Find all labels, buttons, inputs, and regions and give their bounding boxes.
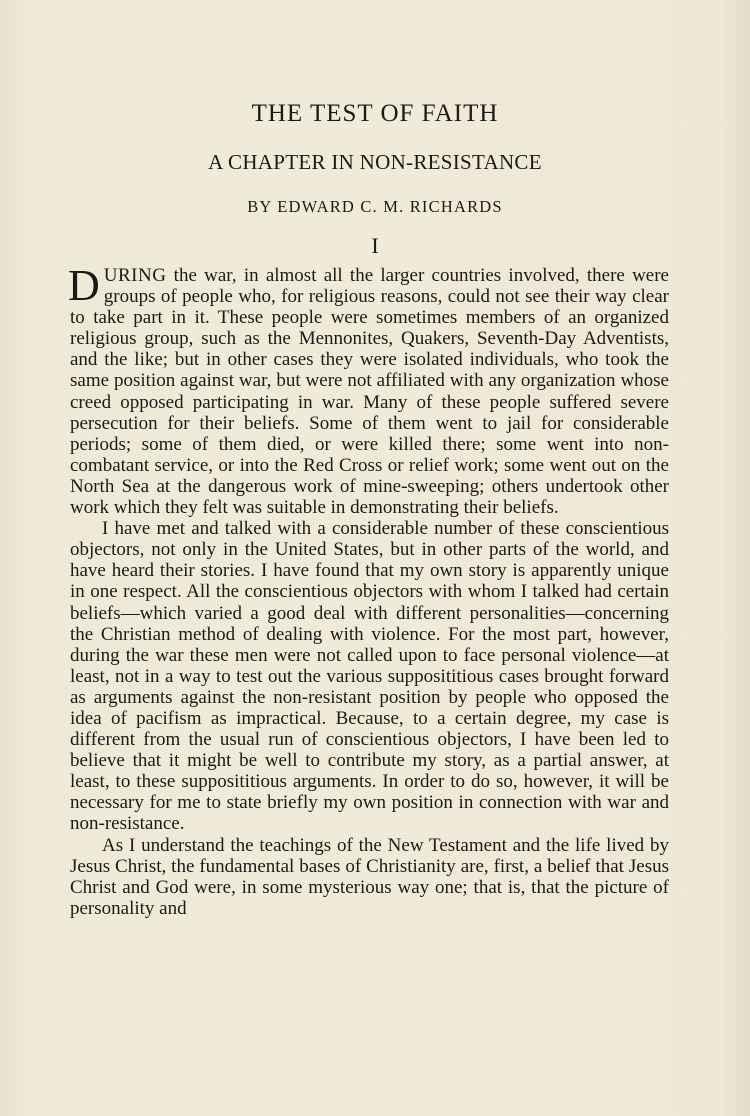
paragraph-1-text: the war, in almost all the larger countries involved, there were groups of people who, for religious reasons, could not see their way clear to take part in it. These people were sometimes members of an organized religious group, such as the Mennonites, Quakers, Seventh-Day Adventists, and the like; but in other cases they were isolated individuals, who took the same position against war, but were not affiliated with any organization whose creed opposed participating in war. Many of these people suffered severe persecution for their beliefs. Some of them went to jail for considerable periods; some of them died, or were killed there; some went into non-combatant service, or into the Red Cross or relief work; some went out on the North Sea at the dangerous work of mine-sweeping; others undertook other work which they felt was suitable in demonstrating their beliefs.: [70, 265, 669, 519]
paragraph-1: [68, 261, 669, 519]
drop-cap: D: [68, 261, 100, 310]
article-title: THE TEST OF FAITH: [251, 100, 499, 127]
first-word-rest: URING: [103, 265, 167, 286]
section-number: I: [371, 233, 379, 258]
article-subtitle: A CHAPTER IN NON-RESISTANCE: [208, 150, 542, 174]
paragraph-3: As I understand the teachings of the New Testament and the life lived by Jesus Christ, the fundamental bases of Christianity are, first, a belief that Jesus Christ and God were, in some mysterious way one; that is, that the picture of personality and: [70, 834, 669, 919]
article-byline: BY EDWARD C. M. RICHARDS: [247, 197, 503, 216]
article-body: [68, 261, 669, 919]
paragraph-2: I have met and talked with a considerable number of these conscientious objectors, not only in the United States, but in other parts of the world, and have heard their stories. I have found that my own story is apparently unique in one respect. All the conscientious objectors with whom I talked had certain beliefs—which varied a good deal with different personalities—concerning the Christian method of dealing with violence. For the most part, however, during the war these men were not called upon to face personal violence—at least, not in a way to test out the various supposititious cases brought forward as arguments against the non-resistant position by people who opposed the idea of pacifism as impractical. Because, to a certain degree, my case is different from the usual run of conscientious objectors, I have been led to believe that it might be well to contribute my story, as a partial answer, at least, to these supposititious arguments. In order to do so, however, it will be necessary for me to state briefly my own position in connection with war and non-resistance.: [70, 518, 669, 835]
